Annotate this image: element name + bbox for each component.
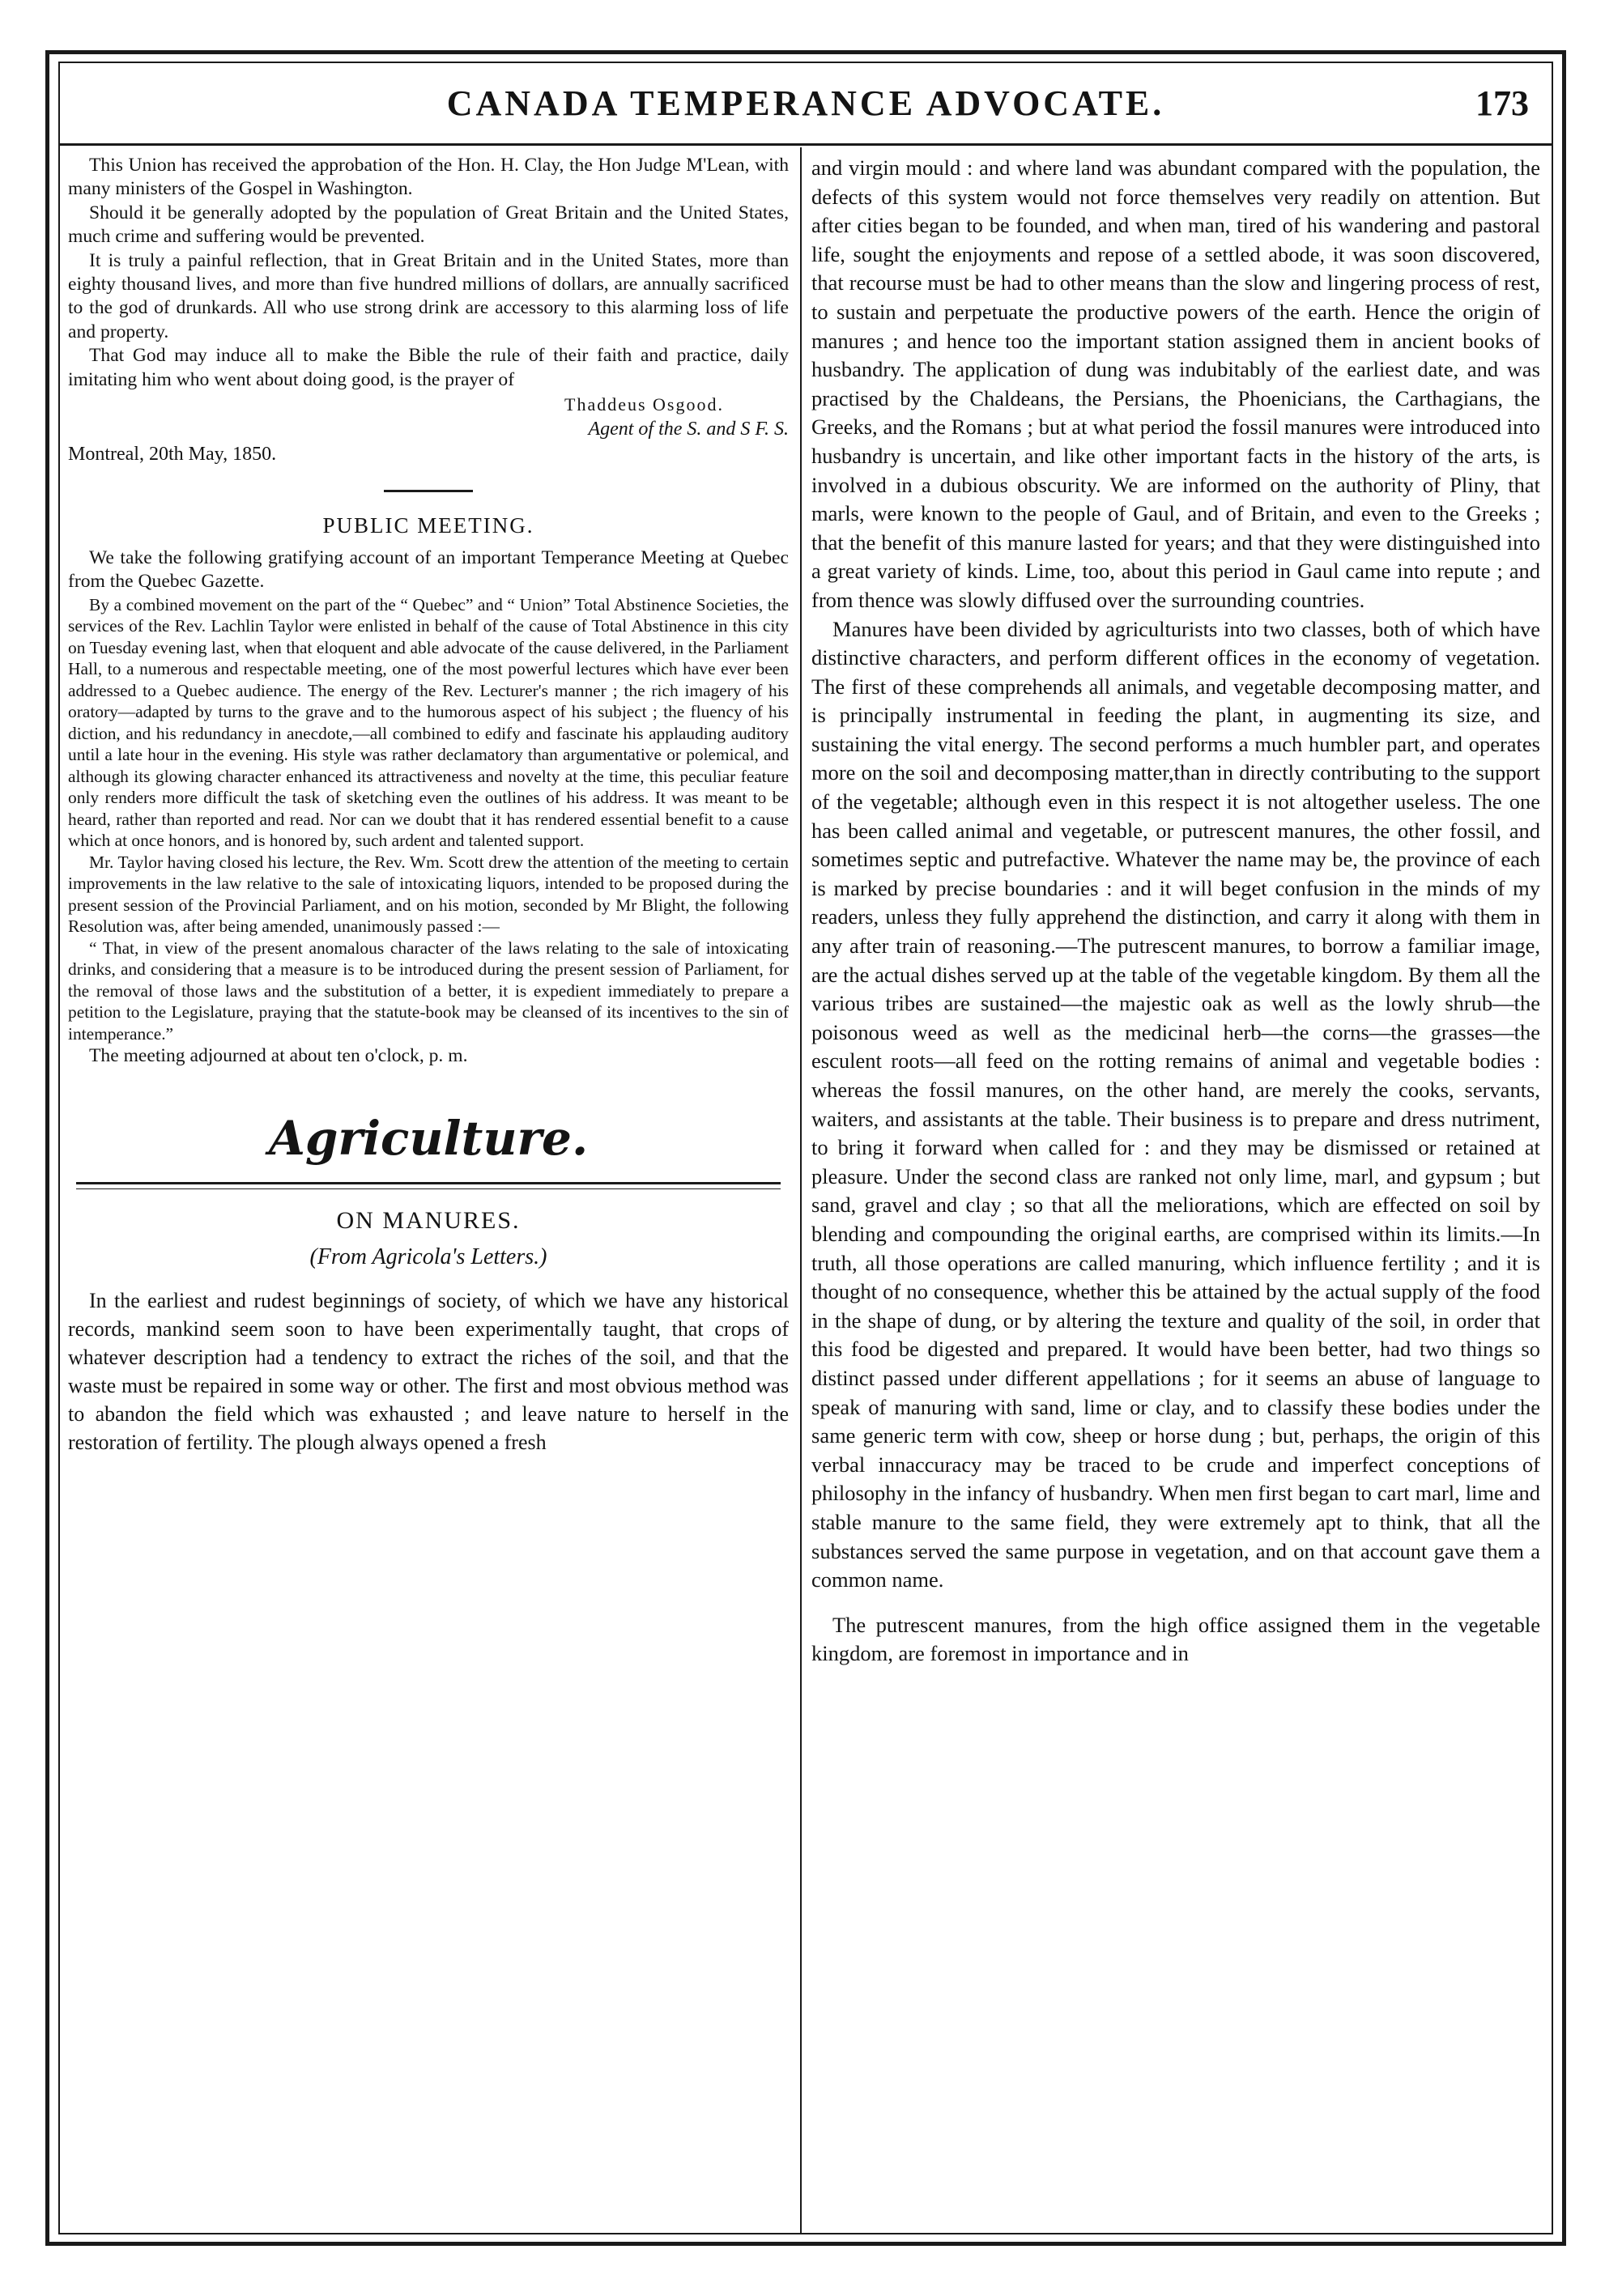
- signature-role: Agent of the S. and S F. S.: [588, 419, 789, 440]
- letter-paragraph: That God may induce all to make the Bible the rule of their faith and practice, daily imitating him who went about doing good, is the prayer of: [68, 345, 789, 390]
- masthead-title: CANADA TEMPERANCE ADVOCATE.: [446, 83, 1165, 123]
- section-divider: [384, 490, 473, 492]
- meeting-intro: We take the following gratifying account of an important Temperance Meeting at Quebec from the Quebec Gazette.: [68, 547, 789, 593]
- article-source: (From Agricola's Letters.): [309, 1244, 547, 1269]
- article-paragraph: Manures have been divided by agriculturists into two classes, both of which have distinctive characters, and perform different offices in the economy of vegetation. The first of these comprehends all animals, and vegetable decomposing matter, and is principally instrumental in feeding the plant, in augmenting its size, and sustaining the vital energy. The second performs a much humbler part, and operates more on the soil and decomposing matter,than in directly contributing to the support of the vegetable; although even in this respect it is not altogether useless. The one has been called animal and vegetable, or putrescent manures, the other fossil, and sometimes septic and putrefactive. Whatever the name may be, the province of each is marked by precise boundaries : and it will beget confusion in the minds of my readers, unless they fully apprehend the distinction, and carry it along with them in any after train of reasoning.—The putrescent manures, to borrow a familiar image, are the actual dishes served up at the table of the vegetable kingdom. By them all the various tribes are sustained—the majestic oak as well as the lowly shrub—the poisonous weed as well as the medicinal herb—the corns—the grasses—the esculent roots—all feed on the rotting remains of animal and vegetable bodies : whereas the fossil manures, on the other hand, are merely the cooks, servants, waiters, and assistants at the table. Their business is to prepare and dress nutriment, to bring it forward when called for : and they may be dismissed or retained at pleasure. Under the second class are ranked not only lime, marl, and gypsum ; but sand, gravel and clay ; so that all the meliorations, which are effected on soil by blending and compounding the original earths, are comprised within its limits.—In truth, all those operations are called manuring, which influence fertility ; and it is thought of no consequence, whether this be attained by the actual supply of the food in the shape of dung, or by altering the texture and quality of the soil, in order that this food be digested and prepared. It would have been better, had two things so distinct passed under different appellations ; for it seems an abuse of language to speak of manuring with sand, lime or clay, and to classify these bodies under the same generic term with cow, sheep or horse dung ; but, perhaps, the origin of this verbal innaccuracy may be traced to be crude and imperfect conceptions of philosophy in the infancy of husbandry. When men first began to cart marl, lime and stable manure to the same field, they were extremely apt to think, that all the substances served the same purpose in vegetation, and on that account gave them a common name.: [811, 616, 1540, 1592]
- meeting-heading: PUBLIC MEETING.: [322, 513, 534, 538]
- article-paragraph: In the earliest and rudest beginnings of society, of which we have any historical records, mankind seem soon to have been experimentally taught, that crops of whatever description had a tendency to extract the riches of the soil, and that the waste must be repaired in some way or other. The first and most obvious method was to abandon the field which was exhausted ; and leave nature to herself in the restoration of fertility. The plough always opened a fresh: [68, 1288, 789, 1454]
- signature-date: Montreal, 20th May, 1850.: [68, 444, 277, 466]
- article-paragraph: and virgin mould : and where land was abundant compared with the population, the defects of this system would not force themselves very readily on attention. But after cities began to be founded, and when man, tired of his wandering and pastoral life, sought the enjoyments and repose of a settled abode, it was soon discovered, that recourse must be had to other means than the slow and lingering process of rest, to sustain and perpetuate the productive powers of the earth. Hence the origin of manures ; and hence too the important station assigned them in ancient books of husbandry. The application of dung was indubitably of the earliest date, and was practised by the Chaldeans, the Persians, the Phoenicians, the Carthagians, the Greeks, and the Romans ; but at what period the fossil manures were introduced into husbandry is uncertain, and like other important facts in the history of the arts, is involved in a dubious obscurity. We are informed on the authority of Pliny, that marls, were known to the people of Gaul, and of Britain, and even to the Greeks ; that the benefit of this manure lasted for years; and that they were distinguished into a great variety of kinds. Lime, too, about this period in Gaul came into repute ; and from thence was slowly diffused over the surrounding countries.: [811, 155, 1540, 612]
- letter-paragraph: This Union has received the approbation of the Hon. H. Clay, the Hon Judge M'Lean, with many ministers of the Gospel in Washington.: [68, 155, 789, 200]
- right-column: [811, 154, 1540, 2226]
- page-number: 173: [1475, 83, 1529, 123]
- article-title: ON MANURES.: [336, 1206, 521, 1234]
- article-paragraph: The putrescent manures, from the high office assigned them in the vegetable kingdom, are foremost in importance and in: [811, 1612, 1540, 1666]
- paragraph-gap: [811, 1595, 1540, 1611]
- meeting-paragraph: By a combined movement on the part of the “ Quebec” and “ Union” Total Abstinence Societies, the services of the Rev. Lachlin Taylor were enlisted in behalf of the cause of Total Abstinence in this city on Tuesday evening last, when that eloquent and able advocate of the cause delivered, in the Parliament Hall, to a numerous and respectable meeting, one of the most powerful lectures which have ever been addressed to a Quebec audience. The energy of the Rev. Lecturer's manner ; the rich imagery of his oratory—adapted by turns to the grave and to the humorous aspect of his subject ; the fluency of his diction, and his redundancy in anecdote,—all combined to edify and fascinate his applauding auditory until a late hour in the evening. His style was rather declamatory than argumentative or polemical, and although its glowing character enhanced its attractiveness and novelty at the time, this peculiar feature only renders more difficult the task of sketching even the outlines of his address. It was meant to be heard, rather than reported and read. Nor can we doubt that it has rendered essential benefit to a cause which at once honors, and is honored by, such ardent and talented support.: [68, 594, 789, 851]
- left-column: [68, 154, 789, 2226]
- section-double-rule: [76, 1182, 781, 1189]
- section-title-agriculture: Agriculture.: [268, 1110, 589, 1166]
- meeting-closing: The meeting adjourned at about ten o'clock, p. m.: [89, 1045, 468, 1067]
- page-header: [60, 65, 1552, 146]
- meeting-resolution: “ That, in view of the present anomalous character of the laws relating to the sale of intoxicating drinks, and considering that a measure is to be introduced during the present session of Parliament, for the removal of those laws and the substitution of a better, it is expedient immediately to prepare a petition to the Legislature, praying that the statute-book may be cleansed of its incentives to the sin of intemperance.”: [68, 938, 789, 1044]
- letter-paragraph: It is truly a painful reflection, that in Great Britain and in the United States, more than eighty thousand lives, and more than five hundred millions of dollars, are annually sacrificed to the god of drunkards. All who use strong drink are accessory to this alarming loss of life and property.: [68, 249, 789, 342]
- signature-name: Thaddeus Osgood.: [564, 394, 724, 415]
- letter-paragraph: Should it be generally adopted by the population of Great Britain and the United States, much crime and suffering would be prevented.: [68, 202, 789, 248]
- meeting-paragraph: Mr. Taylor having closed his lecture, the Rev. Wm. Scott drew the attention of the meeting to certain improvements in the law relative to the sale of intoxicating liquors, intended to be proposed during the present session of the Provincial Parliament, and on his motion, seconded by Mr Blight, the following Resolution was, after being amended, unanimously passed :—: [68, 852, 789, 937]
- column-divider: [800, 147, 802, 2233]
